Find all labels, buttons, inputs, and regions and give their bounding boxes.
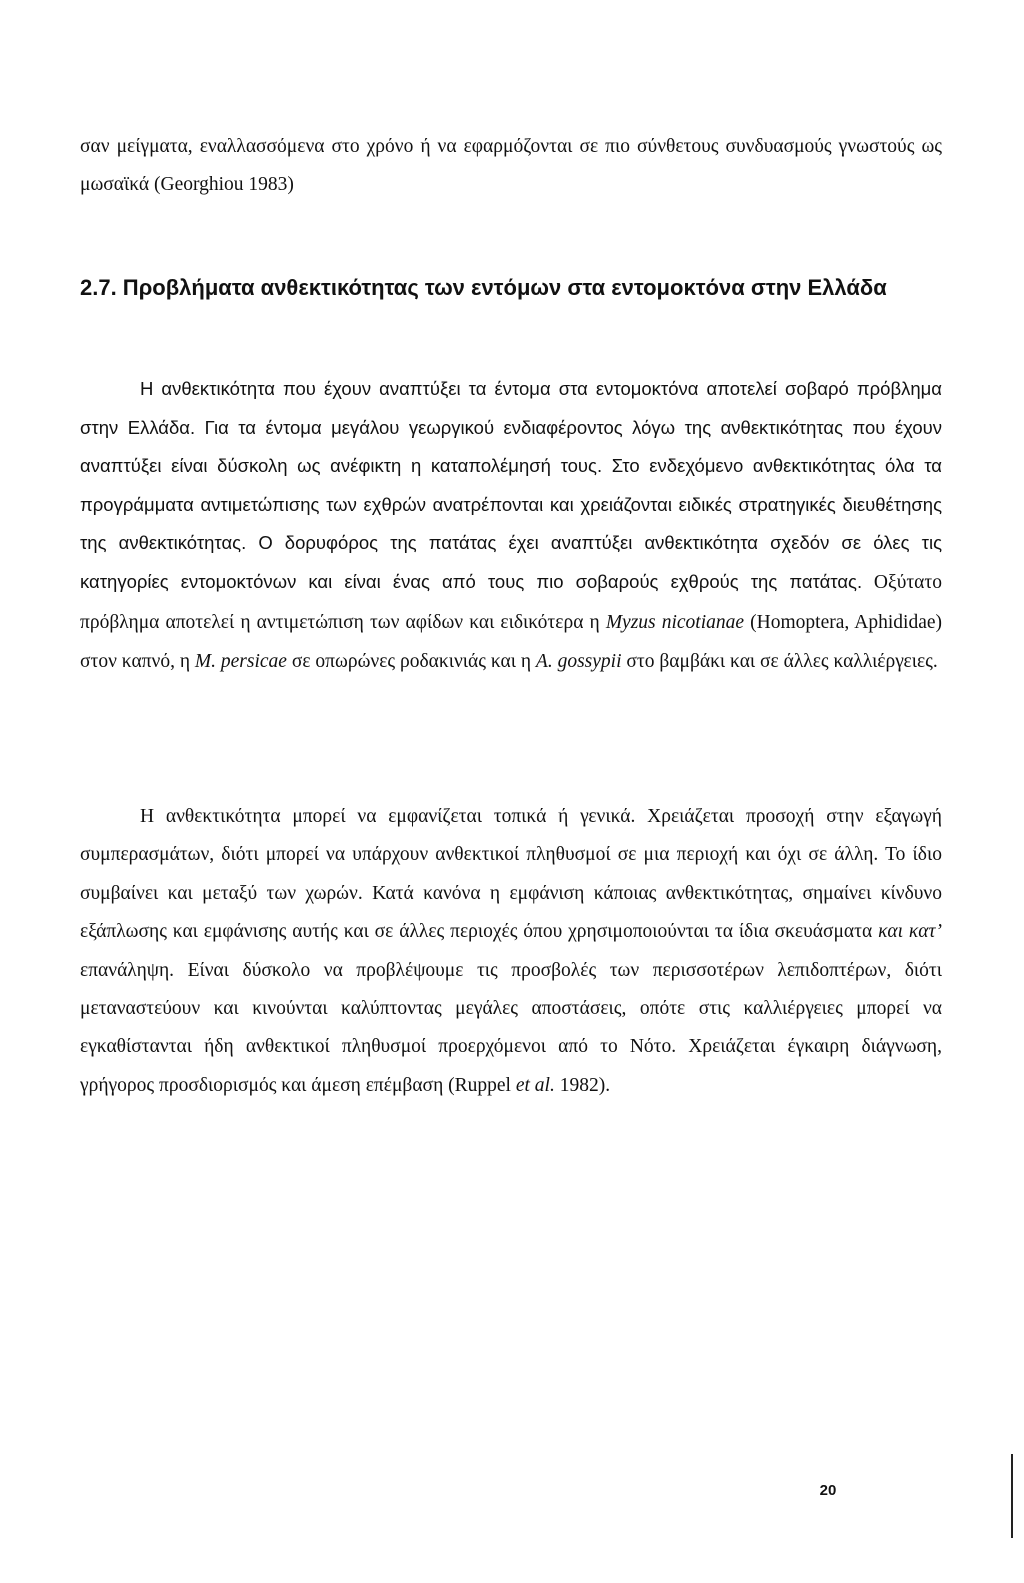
species-a-gossypii: A. gossypii: [535, 651, 622, 673]
paragraph-1-after-species2: σε οπωρώνες ροδακινιάς και η: [286, 651, 536, 673]
et-al: et al.: [515, 1074, 555, 1096]
section-heading: 2.7. Προβλήματα ανθεκτικότητας των εντόμων στα εντομοκτόνα στην Ελλάδα: [80, 275, 887, 300]
continuation-paragraph: [80, 128, 942, 204]
paragraph-1-after-species1: (Homoptera, Aphididae) στον καπνό, η: [80, 611, 942, 673]
paragraph-2-mid: επανάληψη. Είναι δύσκολο να προβλέψουμε τις προσβολές των περισσοτέρων λεπιδοπτέρων, διότι μεταναστεύουν και κινούνται καλύπτοντας μεγάλες αποστάσεις, οπότε στις καλλιέργειες μπορεί να εγκαθίστανται ήδη ανθεκτικοί πληθυσμοί προερχόμενοι από το Νότο. Χρειάζεται έγκαιρη διάγνωση, γρήγορος προσδιορισμός και άμεση επέμβαση (Ruppel: [80, 959, 942, 1096]
paragraph-2-main: Η ανθεκτικότητα μπορεί να εμφανίζεται τοπικά ή γενικά. Χρειάζεται προσοχή στην εξαγωγή συμπερασμάτων, διότι μπορεί να υπάρχουν ανθεκτικοί πληθυσμοί σε μια περιοχή και όχι σε άλλη. Το ίδιο συμβαίνει και μεταξύ των χωρών. Κατά κανόνα η εμφάνιση κάποιας ανθεκτικότητας, σημαίνει κίνδυνο εξάπλωσης και εμφάνισης αυτής και σε άλλες περιοχές όπου χρησιμοποιούνται τα ίδια σκευάσματα: [80, 806, 942, 943]
paragraph-1-sans-text: Η ανθεκτικότητα που έχουν αναπτύξει τα έντομα στα εντομοκτόνα αποτελεί σοβαρό πρόβλημα στην Ελλάδα. Για τα έντομα μεγάλου γεωργικού ενδιαφέροντος λόγω της ανθεκτικότητας που έχουν αναπτύξει είναι δύσκολη ως ανέφικτη η καταπολέμησή τους. Στο ενδεχόμενο ανθεκτικότητας όλα τα προγράμματα αντιμετώπισης των εχθρών ανατρέπονται και χρειάζονται ειδικές στρατηγικές διευθέτησης της ανθεκτικότητας. Ο δορυφόρος της πατάτας έχει αναπτύξει ανθεκτικότητα σχεδόν σε όλες τις κατηγορίες εντομοκτόνων και είναι ένας από τους πιο σοβαρούς εχθρούς της πατάτας.: [80, 378, 942, 592]
paragraph-1-after-species3: στο βαμβάκι και σε άλλες καλλιέργειες.: [621, 651, 938, 673]
paragraph-1: [80, 370, 942, 682]
species-myzus-nicotianae: Myzus nicotianae: [605, 611, 745, 633]
paragraph-1-serif-lead: Οξύτατο πρόβλημα αποτελεί η αντιμετώπιση των αφίδων και ειδικότερα η: [80, 571, 942, 633]
continuation-text: σαν μείγματα, εναλλασσόμενα στο χρόνο ή να εφαρμόζονται σε πιο σύνθετους συνδυασμούς γνωστούς ως μωσαϊκά (Georghiou 1983): [80, 136, 942, 195]
scan-edge-line: [1011, 1454, 1013, 1538]
paragraph-2: [80, 798, 942, 1105]
paragraph-2-end: 1982).: [554, 1074, 611, 1096]
page-number: 20: [819, 1482, 837, 1499]
italic-phrase: και κατ’: [878, 921, 942, 943]
species-m-persicae: M. persicae: [194, 651, 287, 673]
